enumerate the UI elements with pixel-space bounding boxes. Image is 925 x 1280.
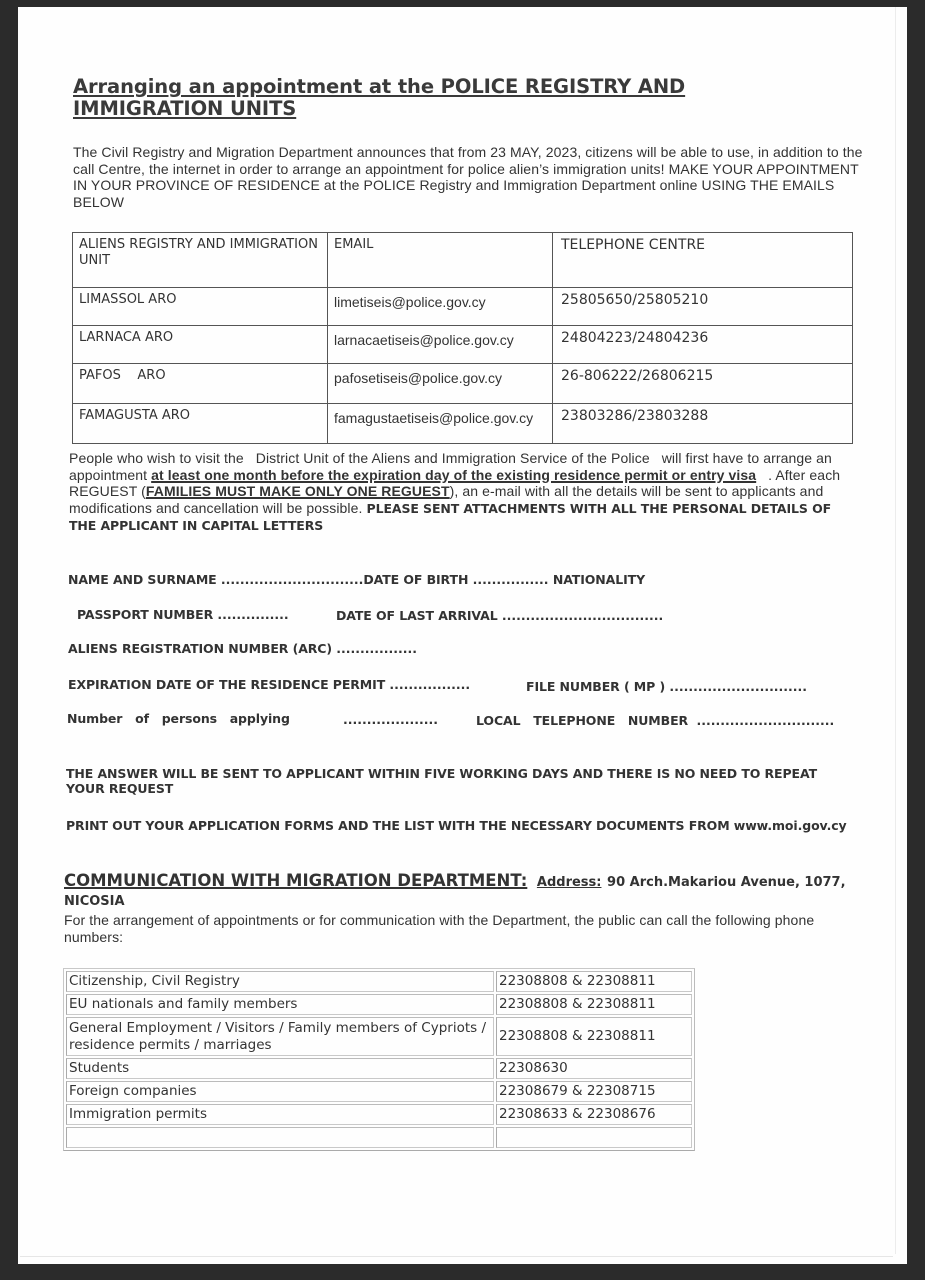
instructions-paragraph bbox=[69, 450, 859, 535]
service-phone: 22308630 bbox=[496, 1058, 692, 1079]
units-table bbox=[72, 232, 853, 444]
fill-line[interactable]: .................................. bbox=[501, 608, 664, 623]
field-label: DATE OF LAST ARRIVAL bbox=[336, 608, 498, 623]
field-last-arrival bbox=[336, 608, 663, 623]
field-label: LOCAL TELEPHONE NUMBER bbox=[476, 713, 689, 728]
table-row bbox=[73, 326, 853, 364]
service-phone: 22308679 & 22308715 bbox=[496, 1081, 692, 1102]
service-name bbox=[66, 1127, 494, 1148]
service-phone bbox=[496, 1127, 692, 1148]
table-row bbox=[66, 1058, 692, 1079]
table-row bbox=[66, 1104, 692, 1125]
instructions-text: People who wish to visit the District Unit of the Aliens and Immigration Service of the Police will first have to arrange an appointment bbox=[69, 450, 836, 483]
field-label: Number of persons applying bbox=[67, 711, 290, 726]
unit-email[interactable]: limetiseis@police.gov.cy bbox=[328, 288, 553, 326]
unit-name: LIMASSOL ARO bbox=[73, 288, 328, 326]
address-value: 90 Arch.Makariou Avenue, 1077, NICOSIA bbox=[64, 875, 846, 909]
phones-table bbox=[63, 968, 695, 1151]
field-local-phone bbox=[476, 713, 834, 728]
unit-name: LARNACA ARO bbox=[73, 326, 328, 364]
unit-phone: 23803286/23803288 bbox=[553, 404, 853, 444]
field-label: DATE OF BIRTH bbox=[363, 572, 469, 587]
table-row bbox=[66, 994, 692, 1015]
unit-email[interactable]: pafosetiseis@police.gov.cy bbox=[328, 364, 553, 404]
header-email: EMAIL bbox=[328, 233, 553, 288]
field-persons bbox=[67, 711, 290, 726]
fill-line[interactable]: .............................. bbox=[220, 572, 364, 587]
service-name: EU nationals and family members bbox=[66, 994, 494, 1015]
instructions-text: . After each REGUEST ( bbox=[69, 466, 845, 499]
table-row bbox=[66, 1081, 692, 1102]
field-expiration bbox=[68, 677, 470, 692]
document-page bbox=[18, 7, 907, 1264]
table-row bbox=[66, 971, 692, 992]
service-phone: 22308808 & 22308811 bbox=[496, 994, 692, 1015]
print-notice: PRINT OUT YOUR APPLICATION FORMS AND THE LIST WITH THE NECESSARY DOCUMENTS FROM www.moi.gov.cy bbox=[66, 818, 847, 833]
communication-title: COMMUNICATION WITH MIGRATION DEPARTMENT: bbox=[64, 871, 528, 890]
field-label: EXPIRATION DATE OF THE RESIDENCE PERMIT bbox=[68, 677, 386, 692]
unit-phone: 24804223/24804236 bbox=[553, 326, 853, 364]
fill-line[interactable]: ............................. bbox=[696, 713, 835, 728]
unit-email[interactable]: larnacaetiseis@police.gov.cy bbox=[328, 326, 553, 364]
field-passport bbox=[77, 607, 289, 622]
field-label: NATIONALITY bbox=[552, 572, 646, 587]
fill-line[interactable]: ............... bbox=[217, 607, 289, 622]
fill-line[interactable]: ................ bbox=[472, 572, 549, 587]
answer-notice: THE ANSWER WILL BE SENT TO APPLICANT WITHIN FIVE WORKING DAYS AND THERE IS NO NEED TO REPEAT YOUR REQUEST bbox=[66, 766, 818, 796]
table-row bbox=[73, 364, 853, 404]
field-file-number bbox=[526, 679, 807, 694]
field-label: NAME AND SURNAME bbox=[68, 572, 217, 587]
address-label: Address: bbox=[536, 875, 602, 890]
families-emphasis: FAMILIES MUST MAKE ONLY ONE REGUEST bbox=[145, 483, 450, 499]
table-row bbox=[73, 288, 853, 326]
unit-name: FAMAGUSTA ARO bbox=[73, 404, 328, 444]
page-title: Arranging an appointment at the POLICE REGISTRY AND IMMIGRATION UNITS bbox=[73, 75, 686, 120]
page-edge-line bbox=[20, 1256, 893, 1257]
fill-line[interactable]: ................. bbox=[336, 641, 417, 656]
fill-line[interactable]: ............................. bbox=[669, 679, 808, 694]
communication-body: For the arrangement of appointments or for communication with the Department, the public can call the following phone numbers: bbox=[64, 912, 815, 945]
field-label: PASSPORT NUMBER bbox=[77, 607, 214, 622]
deadline-emphasis: at least one month before the expiration day of the existing residence permit or entry visa bbox=[151, 466, 757, 483]
page-edge-line bbox=[895, 7, 896, 1254]
unit-phone: 26-806222/26806215 bbox=[553, 364, 853, 404]
field-arc bbox=[68, 641, 417, 656]
service-name: Students bbox=[66, 1058, 494, 1079]
table-row bbox=[73, 404, 853, 444]
attachments-notice: PLEASE SENT ATTACHMENTS WITH ALL THE PERSONAL DETAILS OF THE APPLICANT IN CAPITAL LETTERS bbox=[69, 500, 836, 533]
header-unit: ALIENS REGISTRY AND IMMIGRATION UNIT bbox=[73, 233, 328, 288]
unit-phone: 25805650/25805210 bbox=[553, 288, 853, 326]
intro-paragraph: The Civil Registry and Migration Department announces that from 23 MAY, 2023, citizens will be able to use, in addition to the call Centre, the internet in order to arrange an appointment for police alien’s immigration units! MAKE YOUR APPOINTMENT IN YOUR PROVINCE OF RESIDENCE at the POLICE Registry and Immigration Department online USING THE EMAILS BELOW bbox=[73, 144, 863, 210]
header-telephone: TELEPHONE CENTRE bbox=[553, 233, 853, 288]
service-phone: 22308808 & 22308811 bbox=[496, 1017, 692, 1056]
unit-name: PAFOS ARO bbox=[73, 364, 328, 404]
fill-line[interactable]: .................... bbox=[343, 712, 438, 727]
field-label: ALIENS REGISTRATION NUMBER (ARC) bbox=[68, 641, 332, 656]
field-persons-dots bbox=[343, 712, 438, 727]
unit-email[interactable]: famagustaetiseis@police.gov.cy bbox=[328, 404, 553, 444]
service-phone: 22308808 & 22308811 bbox=[496, 971, 692, 992]
table-row bbox=[66, 1017, 692, 1056]
service-name: Foreign companies bbox=[66, 1081, 494, 1102]
service-name: General Employment / Visitors / Family members of Cypriots / residence permits / marriages bbox=[66, 1017, 494, 1056]
instructions-text: ), an e-mail with all the details will be sent to applicants and modifications and cancellation will be possible. bbox=[69, 483, 828, 516]
field-name-surname bbox=[68, 572, 645, 587]
communication-heading bbox=[64, 871, 864, 909]
field-label: FILE NUMBER ( MP ) bbox=[526, 679, 666, 694]
table-row-empty bbox=[66, 1127, 692, 1148]
service-name: Immigration permits bbox=[66, 1104, 494, 1125]
table-header-row bbox=[73, 233, 853, 288]
service-name: Citizenship, Civil Registry bbox=[66, 971, 494, 992]
fill-line[interactable]: ................. bbox=[389, 677, 471, 692]
service-phone: 22308633 & 22308676 bbox=[496, 1104, 692, 1125]
